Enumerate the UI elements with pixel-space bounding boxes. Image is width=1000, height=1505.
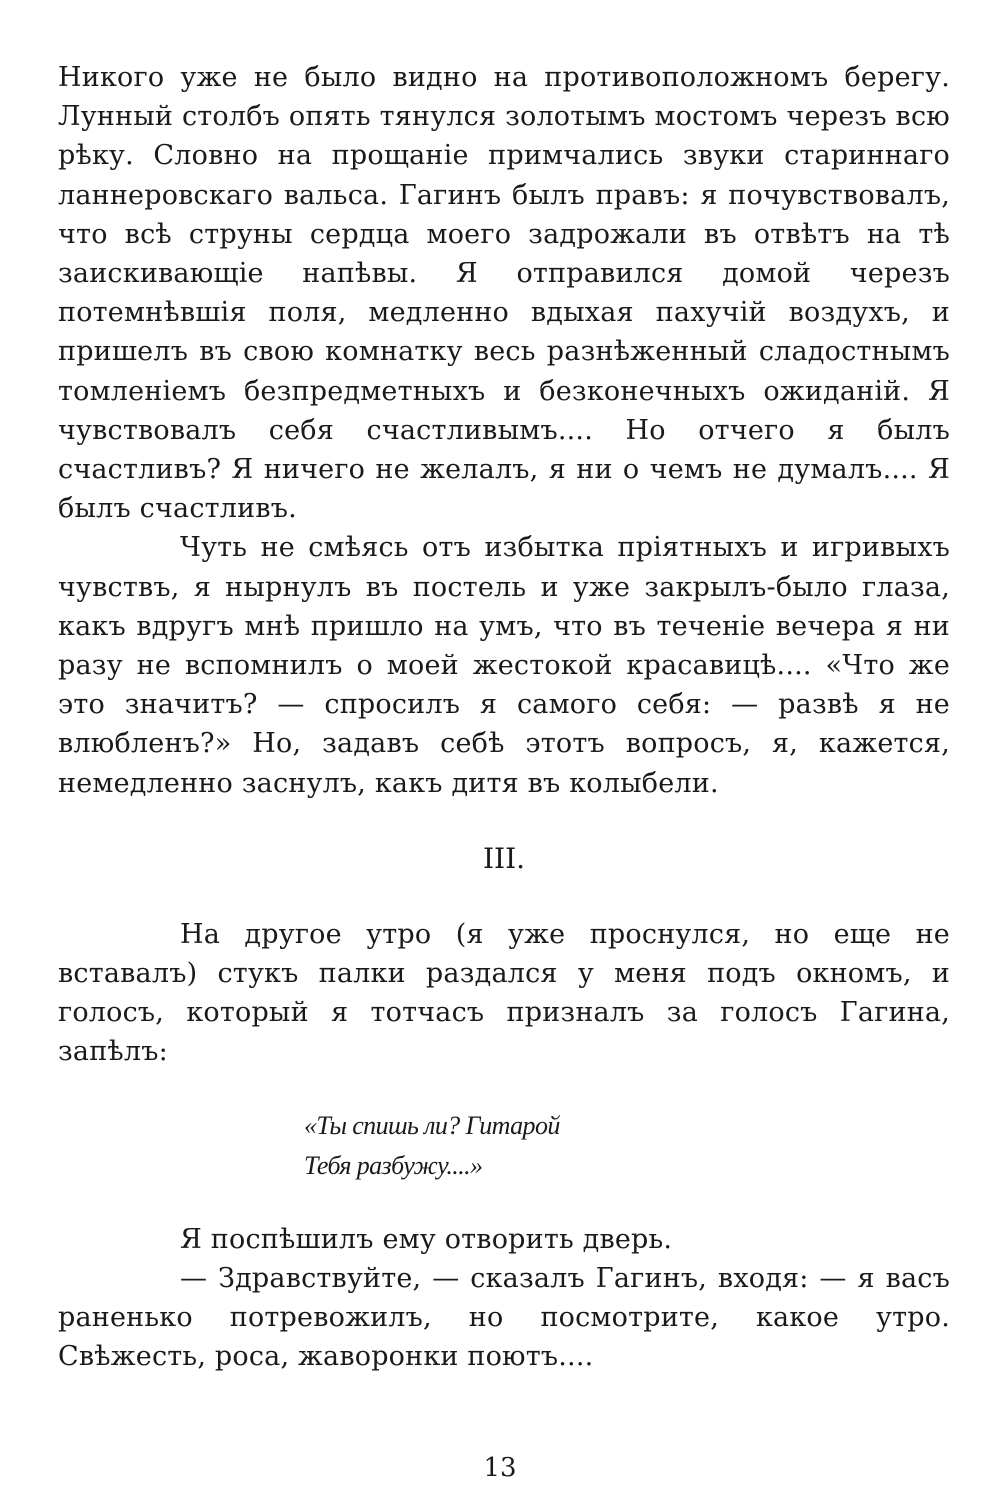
paragraph-1: Никого уже не было видно на противоположномъ берегу. Лунный столбъ опять тянулся золотымъ мостомъ черезъ всю рѣку. Словно на прощаніе примчались звуки стариннаго ланнеровскаго вальса. Гагинъ былъ правъ: я почувствовалъ, что всѣ струны сердца моего задрожали въ отвѣтъ на тѣ заискивающіе напѣвы. Я отправился домой черезъ потемнѣвшія поля, медленно вдыхая пахучій воздухъ, и пришелъ въ свою комнатку весь разнѣженный сладостнымъ томленіемъ безпредметныхъ и безконечныхъ ожиданій. Я чувствовалъ себя счастливымъ.... Но отчего я былъ счастливъ? Я ничего не желалъ, я ни о чемъ не думалъ.... Я былъ счастливъ. [58,62,950,525]
paragraph-5: — Здравствуйте, — сказалъ Гагинъ, входя: — я васъ раненько потревожилъ, но посмотрите, какое утро. Свѣжесть, роса, жаворонки поютъ.... [58,1262,950,1373]
paragraph-2: Чуть не смѣясь отъ избытка пріятныхъ и игривыхъ чувствъ, я нырнулъ въ постель и уже закрылъ-было глаза, какъ вдругъ мнѣ пришло на умъ, что въ теченіе вечера я ни разу не вспомнилъ о моей жестокой красавицѣ.... «Что же это значитъ? — спросилъ я самого себя: — развѣ я не влюбленъ?» Но, задавъ себѣ этотъ вопросъ, я, кажется, немедленно заснулъ, какъ дитя въ колыбели. [58,532,950,799]
poem-line-1: «Ты спишь ли? Гитарой [304,1110,560,1140]
poem-quote [304,1106,950,1186]
page-number: 13 [483,1453,517,1483]
poem-line-2: Тебя разбужу....» [304,1150,483,1180]
page-body [58,58,950,1376]
paragraph-4: Я поспѣшилъ ему отворить дверь. [180,1223,673,1255]
paragraph-3: На другое утро (я уже проснулся, но еще не вставалъ) стукъ палки раздался у меня подъ окномъ, и голосъ, который я тотчасъ призналъ за голосъ Гагина, запѣлъ: [58,918,950,1068]
chapter-heading: III. [482,841,526,875]
